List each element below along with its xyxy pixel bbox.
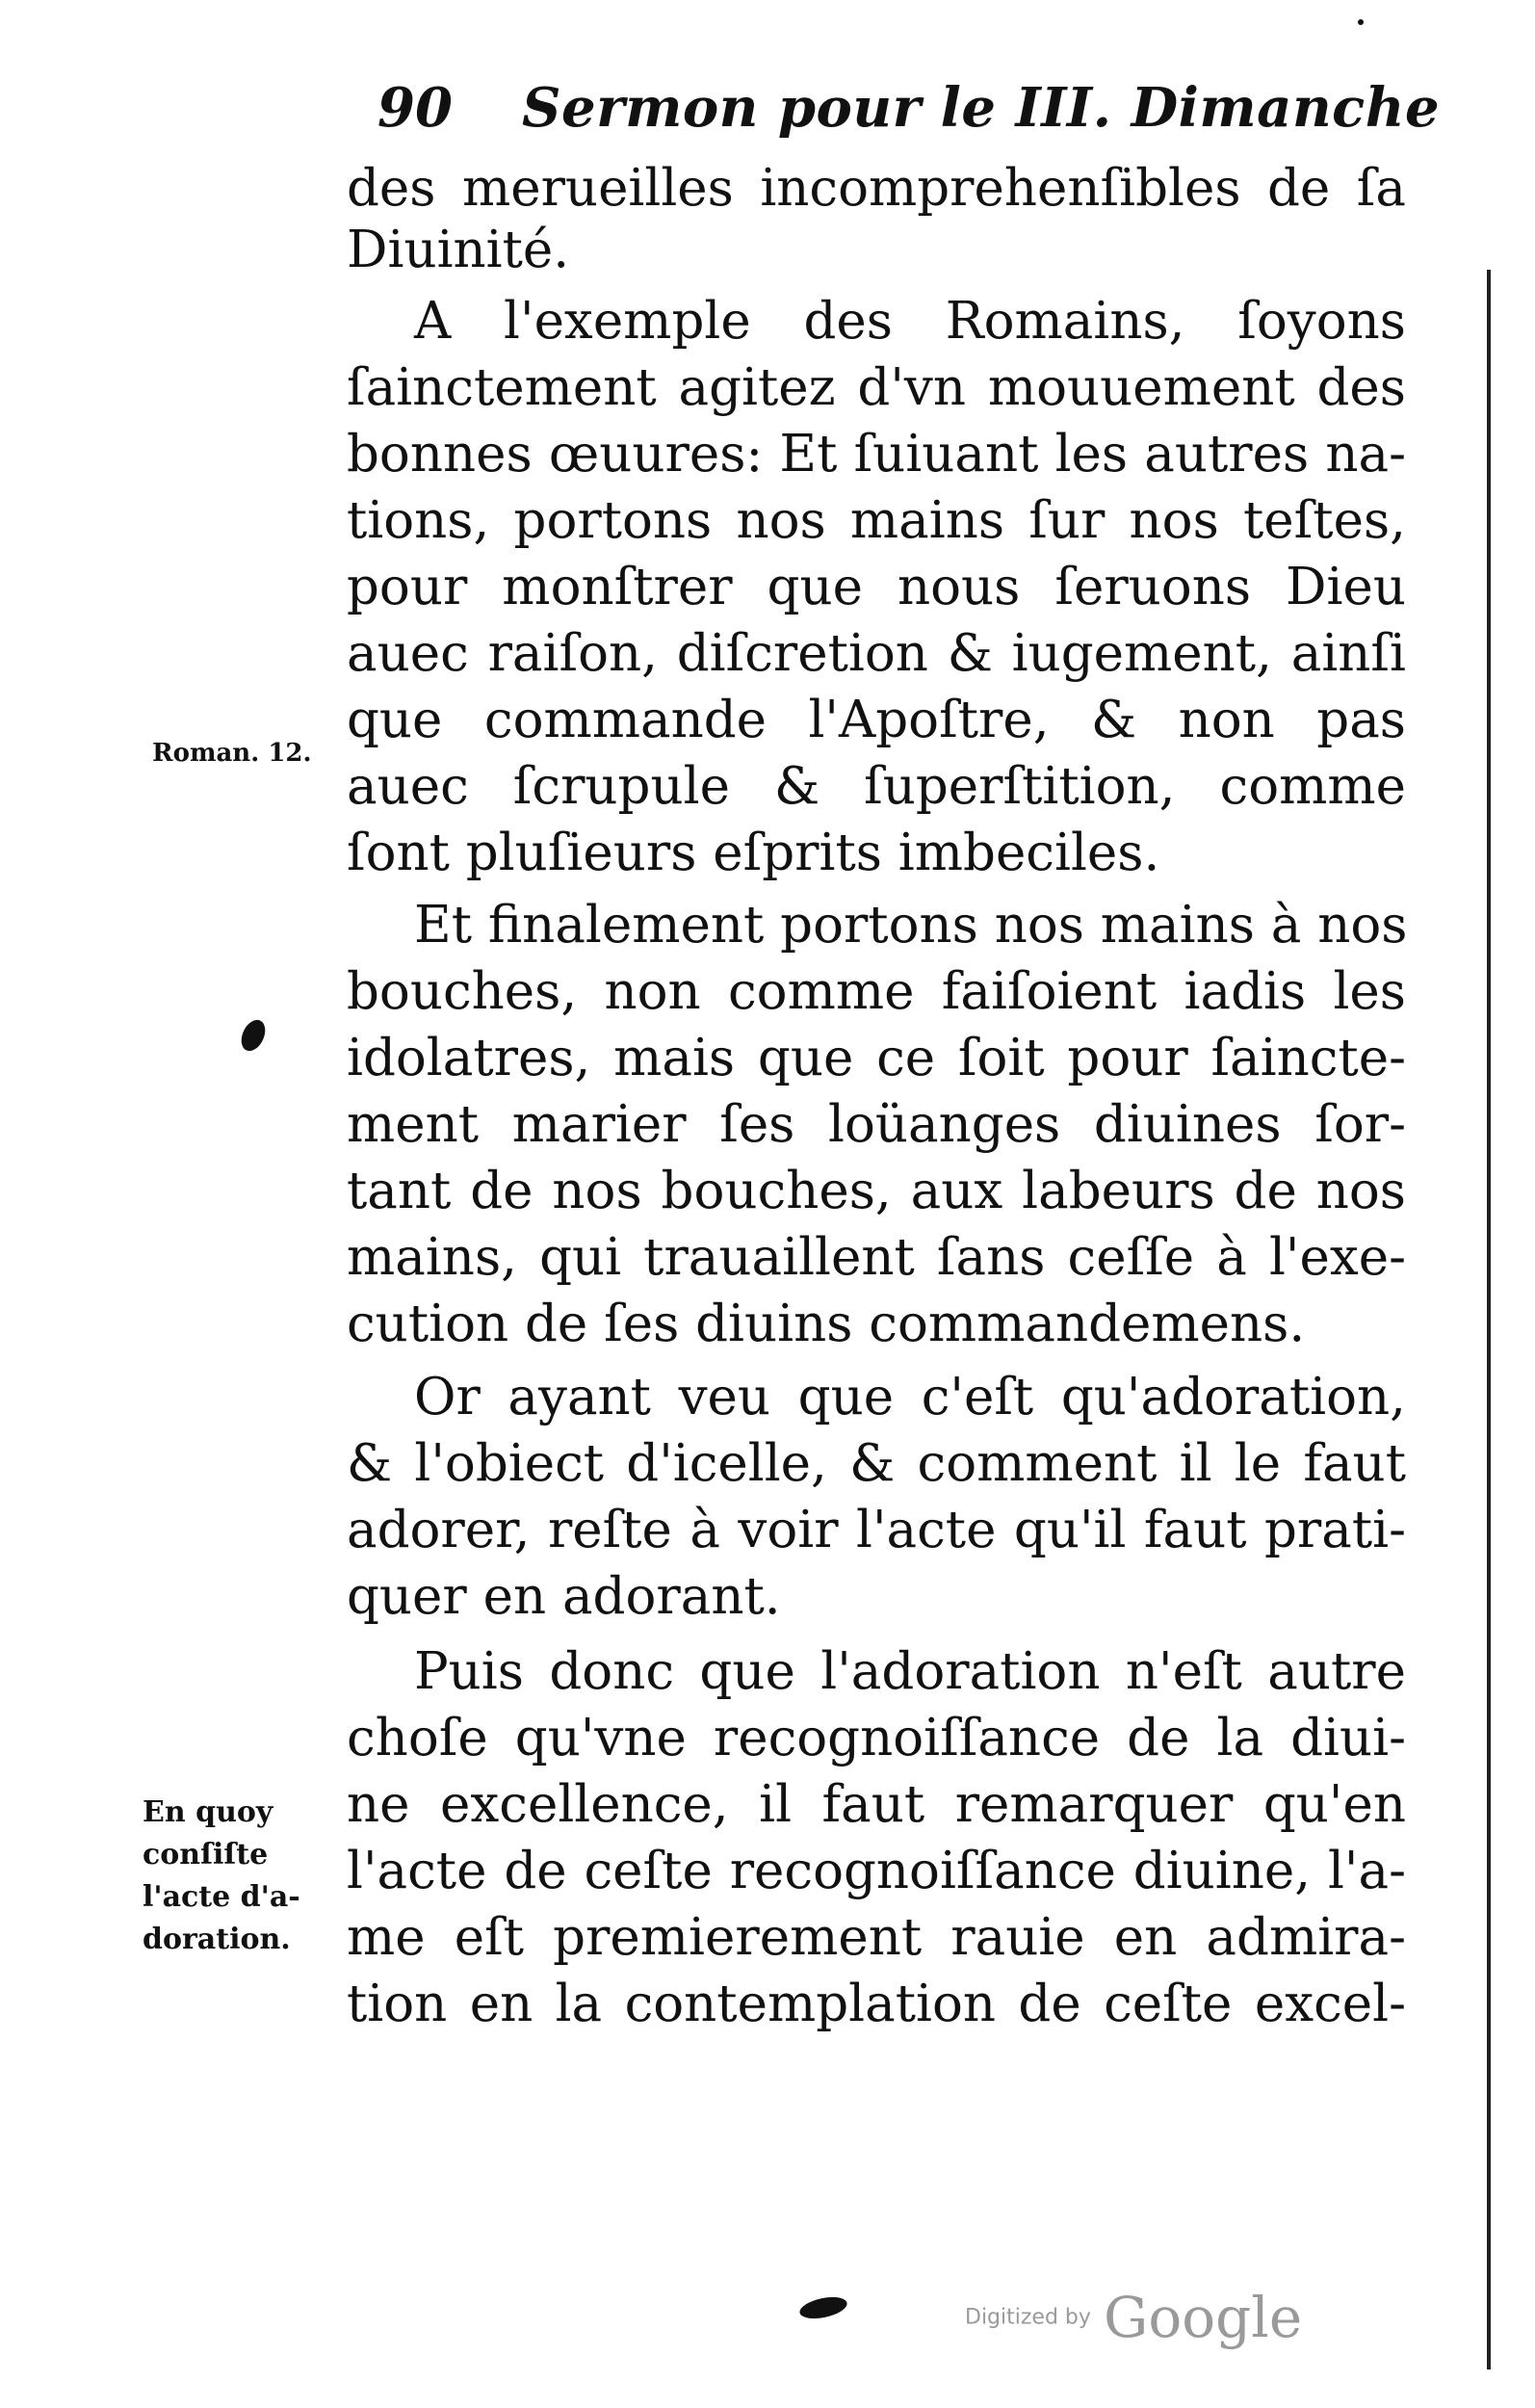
- text-line: adorer, reſte à voir l'acte qu'il faut prati-: [347, 1501, 1406, 1559]
- running-header: [377, 60, 1441, 156]
- text-line: Et finalement portons nos mains à nos: [414, 896, 1408, 955]
- text-line: cution de ſes diuins commandemens.: [347, 1295, 1306, 1353]
- text-line: auec raiſon, diſcretion & iugement, ainſi: [347, 624, 1406, 683]
- text-line: auec ſcrupule & ſuperſtition, comme: [347, 757, 1406, 816]
- text-line: tant de nos bouches, aux labeurs de nos: [347, 1162, 1406, 1220]
- margin-note-line: doration.: [143, 1923, 291, 1956]
- margin-note-romans: Roman. 12.: [152, 739, 312, 768]
- text-line: choſe qu'vne recognoiſſance de la diui-: [347, 1709, 1406, 1767]
- ink-speck: [1358, 19, 1364, 25]
- text-line: l'acte de ceſte recognoiſſance diuine, l'a-: [347, 1842, 1406, 1900]
- text-line: que commande l'Apoſtre, & non pas: [347, 691, 1406, 749]
- text-line: tions, portons nos mains ſur nos teſtes,: [347, 491, 1406, 550]
- text-line: quer en adorant.: [347, 1567, 781, 1626]
- margin-note-line: conſiſte: [143, 1838, 269, 1871]
- text-line: & l'obiect d'icelle, & comment il le faut: [347, 1434, 1406, 1493]
- text-line: des merueilles incomprehenſibles de ſa: [347, 159, 1406, 218]
- watermark-prefix: Digitized by: [965, 2305, 1091, 2330]
- text-line: ſont pluſieurs eſprits imbeciles.: [347, 824, 1160, 882]
- running-title: Sermon pour le III. Dimanche: [522, 76, 1441, 140]
- page-edge-shadow: [1487, 270, 1491, 2369]
- digitized-watermark: [965, 2285, 1302, 2350]
- text-line: ne excellence, il faut remarquer qu'en: [347, 1775, 1406, 1834]
- text-line: idolatres, mais que ce ſoit pour ſaincte-: [347, 1029, 1406, 1087]
- ink-blot: [237, 1016, 270, 1055]
- text-line: tion en la contemplation de ceſte excel-: [347, 1975, 1406, 2033]
- text-line: ſainctement agitez d'vn mouuement des: [347, 358, 1406, 417]
- text-line: me eſt premierement rauie en admira-: [347, 1908, 1406, 1967]
- margin-note-acte-adoration: [143, 1792, 300, 1961]
- page-number: 90: [377, 76, 453, 140]
- text-line: bonnes œuures: Et ſuiuant les autres na-: [347, 425, 1406, 484]
- text-line: Puis donc que l'adoration n'eſt autre: [414, 1642, 1406, 1701]
- text-line: pour monſtrer que nous ſeruons Dieu: [347, 558, 1406, 616]
- margin-note-line: l'acte d'a-: [143, 1880, 300, 1914]
- text-line: mains, qui trauaillent ſans ceſſe à l'exe-: [347, 1228, 1406, 1287]
- ink-blot: [797, 2293, 848, 2322]
- text-line: Or ayant veu que c'eſt qu'adoration,: [414, 1368, 1406, 1426]
- margin-note-line: En quoy: [143, 1795, 273, 1829]
- text-line: bouches, non comme faiſoient iadis les: [347, 962, 1406, 1021]
- google-logo: Google: [1104, 2285, 1303, 2350]
- text-line: A l'exemple des Romains, ſoyons: [414, 292, 1406, 351]
- text-line: Diuinité.: [347, 221, 570, 279]
- text-line: ment marier ſes loüanges diuines ſor-: [347, 1095, 1406, 1154]
